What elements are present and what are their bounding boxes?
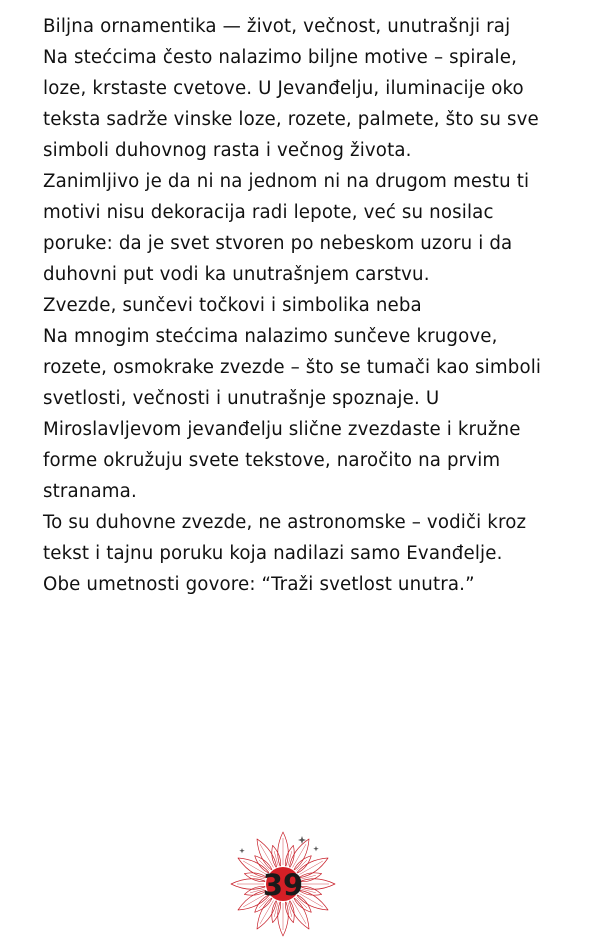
page-number-emblem <box>228 828 338 938</box>
paragraph-plant-motifs: Na stećcima često nalazimo biljne motive – spirale, loze, krstaste cvetove. U Jevanđelju, iluminacije oko teksta sadrže vinske loze, rozete, palmete, što su sve simboli duhovnog rasta i večnog života. <box>43 47 539 161</box>
paragraph-star-motifs: Na mnogim stećcima nalazimo sunčeve krugove, rozete, osmokrake zvezde – što se tumači kao simboli svetlosti, večnosti i unutrašnje spoznaje. U Miroslavljevom jevanđelju slične zvezdaste i kružne forme okružuju svete tekstove, naročito na prvim stranama. <box>43 326 542 502</box>
paragraph-plant-meaning: Zanimljivo je da ni na jednom ni na drugom mestu ti motivi nisu dekoracija radi lepote, već su nosilac poruke: da je svet stvoren po nebeskom uzoru i da duhovni put vodi ka unutrašnjem carstvu. <box>43 171 530 285</box>
section-heading-stars: Zvezde, sunčevi točkovi i simbolika neba <box>43 295 422 316</box>
paragraph-spiritual-stars: To su duhovne zvezde, ne astronomske – vodiči kroz tekst i tajnu poruku koja nadilazi samo Evanđelje. Obe umetnosti govore: “Traži svetlost unutra.” <box>43 512 527 595</box>
page-body <box>43 11 543 600</box>
page-number: 39 <box>262 868 304 902</box>
section-heading-plant-ornaments: Biljna ornamentika — život, večnost, unutrašnji raj <box>43 16 511 37</box>
